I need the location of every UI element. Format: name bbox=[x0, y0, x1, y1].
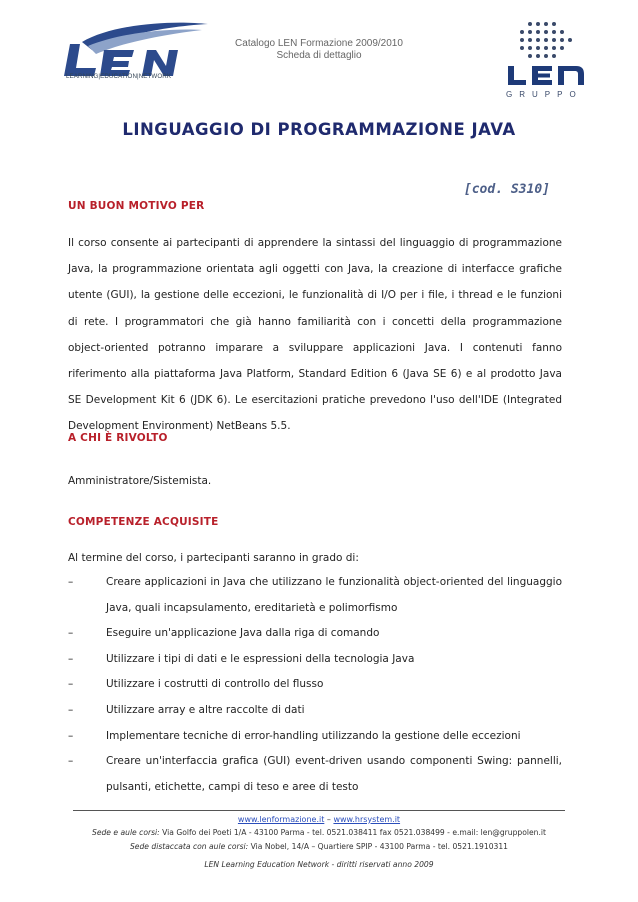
footer-links bbox=[0, 815, 638, 824]
dash-marker: – bbox=[68, 652, 74, 665]
footer-address-main-label: Sede e aule corsi: bbox=[92, 828, 160, 837]
dash-marker: – bbox=[68, 627, 74, 640]
sheet-subtitle: Scheda di dettaglio bbox=[276, 50, 362, 61]
header-center bbox=[200, 38, 438, 62]
footer-address-secondary bbox=[0, 842, 638, 851]
footer-link-separator: – bbox=[324, 815, 334, 824]
footer-divider bbox=[73, 810, 565, 811]
section-text-motivo: Il corso consente ai partecipanti di apprendere la sintassi del linguaggio di programmazione Java, la programmazione orientata agli oggetti con Java, la creazione di interfacce grafiche utente (GUI), la gestione delle eccezioni, le funzionalità di I/O per i file, i thread e le funzioni di rete. I programmatori che già hanno familiarità con i concetti della programmazione object-oriented potranno imparare a sviluppare applicazioni Java. I contenuti fanno riferimento alla piattaforma Java Platform, Standard Edition 6 (Java SE 6) e al prodotto Java SE Development Kit 6 (JDK 6). Le esercitazioni pratiche prevedono l'uso dell'IDE (Integrated Development Environment) NetBeans 5.5. bbox=[68, 237, 562, 433]
list-item: – Creare un'interfaccia grafica (GUI) event-driven usando componenti Swing: pannelli, pulsanti, etichette, campi di teso e aree di testo bbox=[68, 749, 562, 800]
list-item: – Utilizzare array e altre raccolte di dati bbox=[68, 698, 562, 724]
footer-address-main-text: Via Golfo dei Poeti 1/A - 43100 Parma - tel. 0521.038411 fax 0521.038499 - e.mail: len@gruppolen.it bbox=[159, 828, 546, 837]
course-code: [cod. S310] bbox=[463, 182, 550, 197]
list-item: – Eseguire un'applicazione Java dalla riga di comando bbox=[68, 621, 562, 647]
footer-address-secondary-label: Sede distaccata con aule corsi: bbox=[129, 842, 249, 851]
competenze-intro: Al termine del corso, i partecipanti saranno in grado di: bbox=[68, 552, 359, 564]
section-heading-competenze: COMPETENZE ACQUISITE bbox=[68, 516, 219, 528]
competenze-list bbox=[68, 570, 562, 800]
link-hrsystem[interactable]: www.hrsystem.it bbox=[333, 815, 401, 824]
right-logo-caption: GRUPPO bbox=[506, 90, 583, 99]
catalog-title: Catalogo LEN Formazione 2009/2010 bbox=[235, 38, 403, 49]
link-lenformazione[interactable]: www.lenformazione.it bbox=[237, 815, 325, 824]
dash-marker: – bbox=[68, 576, 74, 588]
dash-marker: – bbox=[68, 678, 74, 691]
list-item: – Utilizzare i tipi di dati e le espressioni della tecnologia Java bbox=[68, 647, 562, 673]
page-title: LINGUAGGIO DI PROGRAMMAZIONE JAVA bbox=[122, 120, 516, 139]
list-item: – Utilizzare i costrutti di controllo del flusso bbox=[68, 672, 562, 698]
len-gruppo-logo-right bbox=[500, 18, 590, 90]
footer-copyright: LEN Learning Education Network - diritti riservati anno 2009 bbox=[204, 860, 434, 869]
dash-marker: – bbox=[68, 755, 74, 768]
dash-marker: – bbox=[68, 729, 74, 742]
dash-marker: – bbox=[68, 703, 74, 716]
list-item: – Creare applicazioni in Java che utilizzano le funzionalità object-oriented del linguaggio Java, quali incapsulamento, ereditarietà e polimorfismo bbox=[68, 570, 562, 621]
footer-address-secondary-text: Via Nobel, 14/A – Quartiere SPIP - 43100 Parma - tel. 0521.1910311 bbox=[248, 842, 509, 851]
section-heading-rivolto: A CHI È RIVOLTO bbox=[68, 432, 168, 444]
list-item: – Implementare tecniche di error-handling utilizzando la gestione delle eccezioni bbox=[68, 724, 562, 750]
footer-address-main bbox=[0, 828, 638, 837]
left-logo-caption: LEARNING|EDUCATION|NETWORK bbox=[66, 73, 172, 80]
section-text-rivolto: Amministratore/Sistemista. bbox=[68, 475, 212, 487]
section-heading-motivo: UN BUON MOTIVO PER bbox=[68, 200, 205, 212]
